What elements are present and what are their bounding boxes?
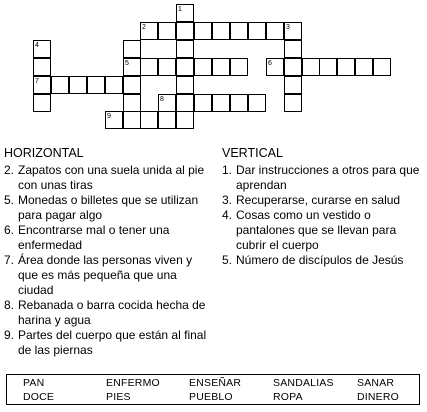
word-bank-item: SANAR — [357, 377, 395, 389]
crossword-cell[interactable] — [87, 76, 105, 94]
horizontal-clue — [4, 253, 210, 298]
word-bank-item: PUEBLO — [189, 391, 233, 403]
crossword-cell[interactable] — [302, 58, 320, 76]
word-bank-item: DOCE — [23, 391, 55, 403]
crossword-cell[interactable] — [230, 94, 248, 112]
horizontal-clue — [4, 223, 210, 253]
crossword-cell[interactable] — [140, 111, 158, 129]
crossword-cell[interactable] — [194, 58, 212, 76]
clue-text: Dar instrucciones a otros para que aprendan — [236, 163, 420, 192]
word-bank-item: ENSEÑAR — [189, 377, 242, 389]
crossword-cell[interactable] — [176, 76, 194, 94]
clue-number: 1. — [222, 163, 233, 177]
crossword-cell[interactable] — [158, 22, 176, 40]
crossword-cell[interactable] — [284, 58, 302, 76]
clue-number-label: 2 — [142, 24, 146, 31]
crossword-cell[interactable] — [337, 58, 355, 76]
crossword-cell[interactable] — [176, 94, 194, 112]
clue-number: 4. — [222, 208, 233, 222]
crossword-cell[interactable] — [105, 76, 123, 94]
crossword-cell[interactable] — [33, 58, 51, 76]
crossword-cell[interactable] — [158, 58, 176, 76]
clue-number-label: 3 — [286, 24, 290, 31]
crossword-cell[interactable] — [123, 40, 141, 58]
crossword-cell[interactable] — [123, 111, 141, 129]
word-bank-item: DINERO — [357, 391, 400, 403]
horizontal-clue — [4, 193, 210, 223]
vertical-clue — [222, 163, 422, 193]
vertical-clue — [222, 193, 422, 208]
crossword-cell[interactable] — [176, 40, 194, 58]
crossword-cell[interactable] — [176, 111, 194, 129]
crossword-cell[interactable] — [194, 94, 212, 112]
crossword-cell[interactable] — [355, 58, 373, 76]
clue-text: Área donde las personas viven y que es más pequeña que una ciudad — [18, 253, 193, 297]
clue-number-label: 5 — [125, 60, 129, 67]
crossword-cell[interactable] — [123, 94, 141, 112]
crossword-cell[interactable] — [176, 22, 194, 40]
crossword-cell[interactable] — [230, 22, 248, 40]
clue-text: Encontrarse mal o tener una enfermedad — [18, 223, 170, 252]
vertical-clues — [222, 146, 422, 268]
crossword-cell[interactable] — [176, 58, 194, 76]
crossword-cell[interactable] — [373, 58, 391, 76]
word-bank — [6, 374, 420, 405]
crossword-cell[interactable] — [194, 22, 212, 40]
clue-text: Partes del cuerpo que están al final de las piernas — [18, 328, 207, 357]
clue-number: 5. — [222, 253, 233, 267]
clue-number: 8. — [4, 298, 15, 312]
crossword-cell[interactable] — [158, 111, 176, 129]
word-bank-item: ROPA — [273, 391, 303, 403]
crossword-cell[interactable] — [69, 76, 87, 94]
clue-number: 3. — [222, 193, 233, 207]
horizontal-clue — [4, 328, 210, 358]
crossword-cell[interactable] — [266, 22, 284, 40]
clue-number-label: 7 — [35, 78, 39, 85]
clue-text: Rebanada o barra cocida hecha de harina y agua — [18, 298, 206, 327]
clue-number: 7. — [4, 253, 15, 267]
crossword-cell[interactable] — [33, 94, 51, 112]
crossword-cell[interactable] — [51, 76, 69, 94]
vertical-clue — [222, 253, 422, 268]
horizontal-clue — [4, 163, 210, 193]
crossword-cell[interactable] — [140, 58, 158, 76]
clue-number: 9. — [4, 328, 15, 342]
crossword-cell[interactable] — [284, 40, 302, 58]
clue-text: Monedas o billetes que se utilizan para pagar algo — [18, 193, 199, 222]
word-bank-item: PAN — [23, 377, 45, 389]
word-bank-item: ENFERMO — [106, 377, 160, 389]
crossword-cell[interactable] — [230, 58, 248, 76]
crossword-cell[interactable] — [248, 22, 266, 40]
crossword-cell[interactable] — [284, 94, 302, 112]
crossword-cell[interactable] — [212, 94, 230, 112]
clue-number: 5. — [4, 193, 15, 207]
crossword-cell[interactable] — [319, 58, 337, 76]
horizontal-clue — [4, 298, 210, 328]
clue-number-label: 8 — [160, 96, 164, 103]
horizontal-clues — [4, 146, 210, 358]
clue-number-label: 1 — [178, 6, 182, 13]
crossword-cell[interactable] — [248, 94, 266, 112]
vertical-clue — [222, 208, 422, 253]
crossword-cell[interactable] — [123, 76, 141, 94]
clue-number: 2. — [4, 163, 15, 177]
clue-text: Cosas como un vestido o pantalones que se llevan para cubrir el cuerpo — [236, 208, 397, 252]
word-bank-item: PIES — [106, 391, 131, 403]
crossword-cell[interactable] — [284, 76, 302, 94]
crossword-cell[interactable] — [212, 22, 230, 40]
clue-number: 6. — [4, 223, 15, 237]
word-bank-item: SANDALIAS — [273, 377, 334, 389]
clue-number-label: 6 — [268, 60, 272, 67]
clue-text: Zapatos con una suela unida al pie con unas tiras — [18, 163, 205, 192]
clue-number-label: 9 — [107, 113, 111, 120]
clue-text: Recuperarse, curarse en salud — [236, 193, 401, 207]
clue-text: Número de discípulos de Jesús — [236, 253, 404, 267]
crossword-cell[interactable] — [212, 58, 230, 76]
clue-number-label: 4 — [35, 42, 39, 49]
vertical-title: VERTICAL — [222, 146, 283, 160]
horizontal-title: HORIZONTAL — [4, 146, 84, 160]
